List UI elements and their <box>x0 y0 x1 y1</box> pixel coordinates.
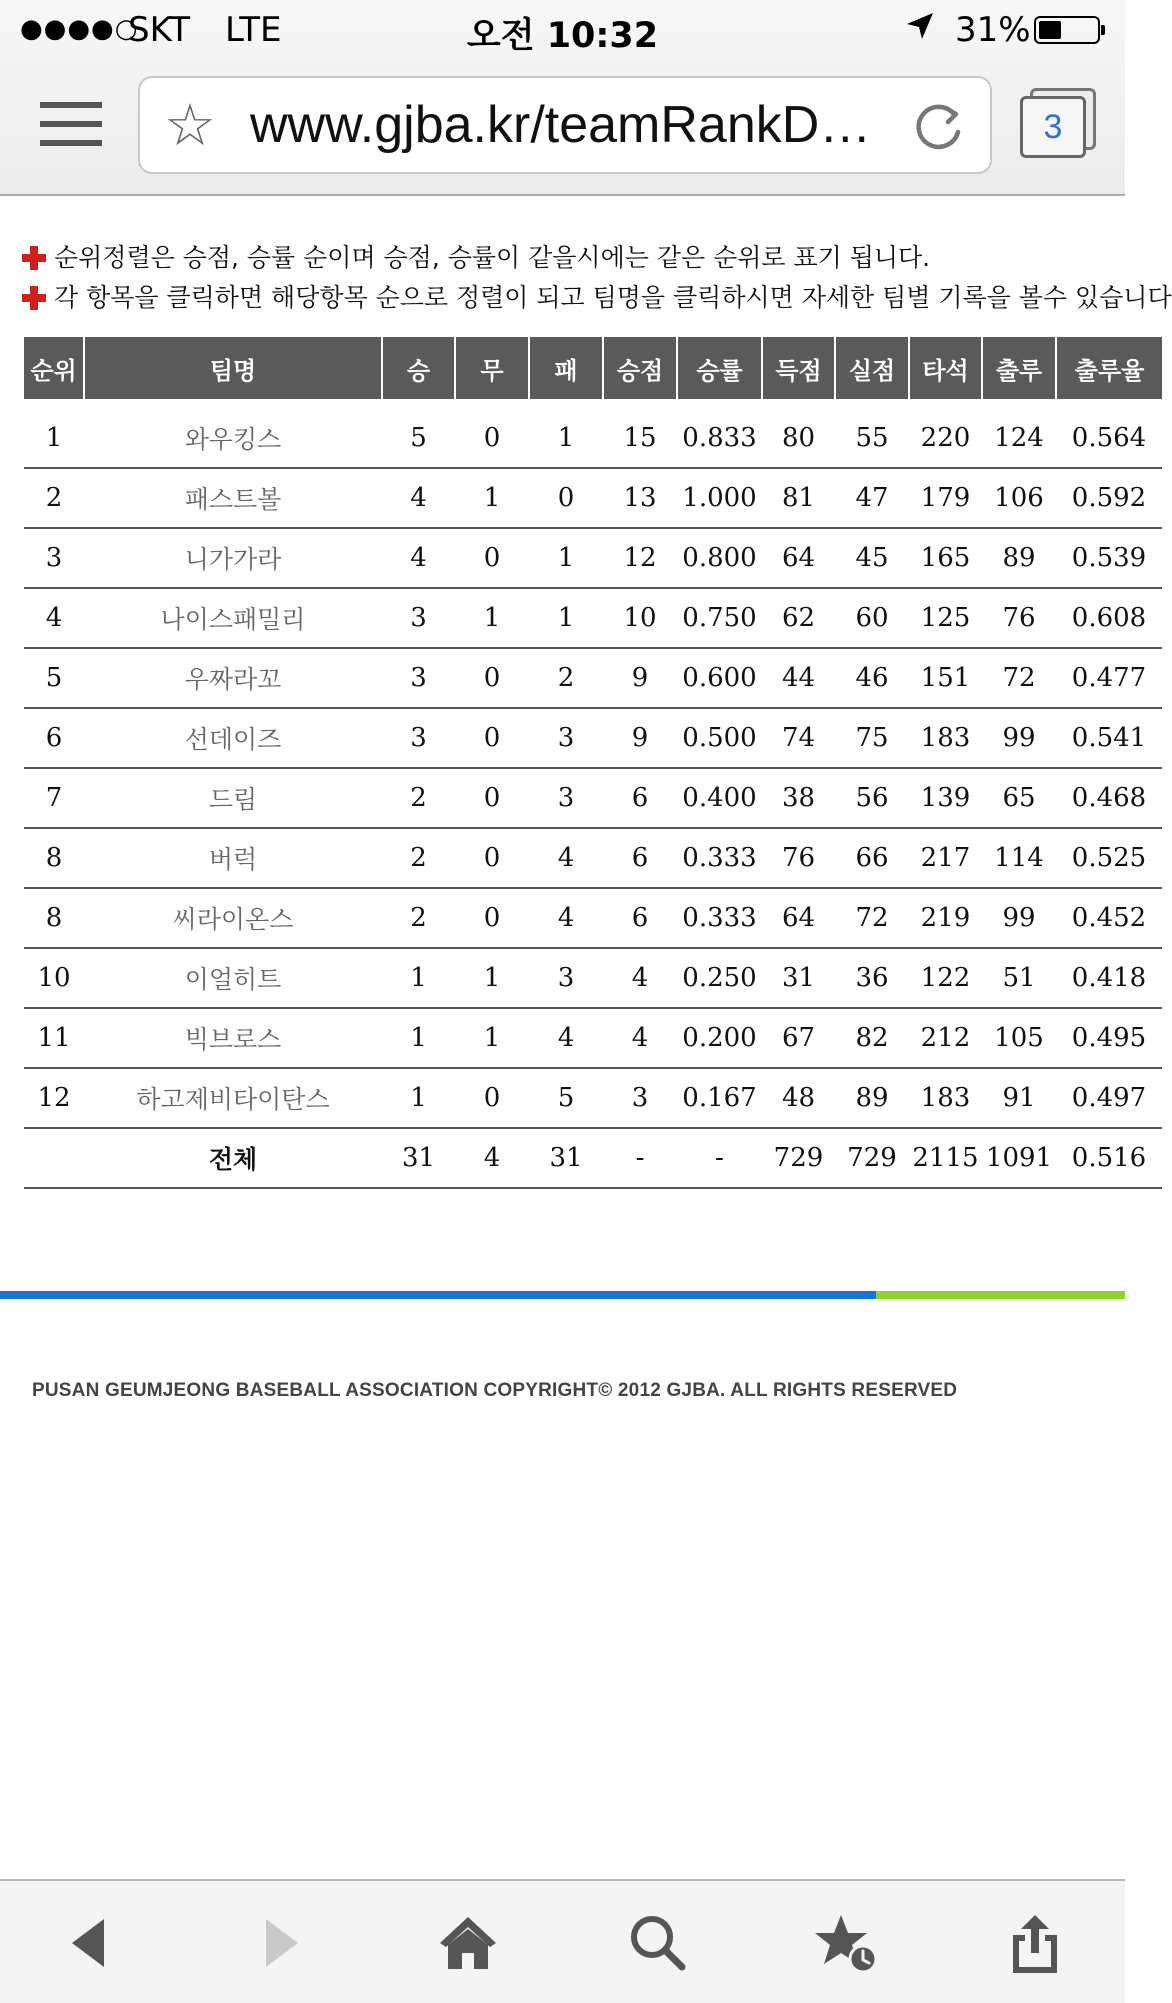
table-cell: 46 <box>835 648 909 708</box>
tab-count: 3 <box>1020 96 1086 158</box>
column-header[interactable]: 순위 <box>24 337 84 399</box>
notice-text: 순위정렬은 승점, 승률 순이며 승점, 승률이 같을시에는 같은 순위로 표기 됩니다. <box>54 243 931 272</box>
table-cell: 62 <box>762 588 835 648</box>
table-cell: 72 <box>835 888 909 948</box>
notice-list <box>22 238 1172 318</box>
browser-top-bar <box>0 0 1125 196</box>
table-cell: 0.600 <box>677 648 762 708</box>
team-rank-table-container[interactable] <box>24 337 1147 1189</box>
table-cell: 0 <box>455 648 529 708</box>
table-cell: 0.833 <box>677 399 762 468</box>
table-cell: 8 <box>24 888 84 948</box>
column-header[interactable]: 승 <box>382 337 455 399</box>
table-row <box>24 1008 1162 1068</box>
table-cell: 44 <box>762 648 835 708</box>
table-cell: 0.400 <box>677 768 762 828</box>
table-row <box>24 648 1162 708</box>
table-cell: 1 <box>529 528 603 588</box>
table-cell: 183 <box>909 708 982 768</box>
table-cell: 0.418 <box>1056 948 1162 1008</box>
column-header[interactable]: 실점 <box>835 337 909 399</box>
table-cell: 1 <box>455 1008 529 1068</box>
team-name-link[interactable]: 버럭 <box>84 828 382 888</box>
table-cell: 81 <box>762 468 835 528</box>
table-cell: 31 <box>382 1128 455 1188</box>
table-cell: 0.516 <box>1056 1128 1162 1188</box>
table-cell: 4 <box>529 888 603 948</box>
table-row <box>24 1068 1162 1128</box>
table-cell: 729 <box>835 1128 909 1188</box>
table-cell: 1 <box>382 1008 455 1068</box>
table-cell: 89 <box>835 1068 909 1128</box>
table-cell: 3 <box>382 648 455 708</box>
table-cell: 0.167 <box>677 1068 762 1128</box>
copyright-text: PUSAN GEUMJEONG BASEBALL ASSOCIATION COPYRIGHT© 2012 GJBA. ALL RIGHTS RESERVED <box>32 1380 958 1401</box>
team-name-link[interactable]: 씨라이온스 <box>84 888 382 948</box>
table-cell: 91 <box>982 1068 1056 1128</box>
table-cell: 0 <box>455 399 529 468</box>
table-cell: 3 <box>529 948 603 1008</box>
table-cell: 179 <box>909 468 982 528</box>
table-cell: 1 <box>529 399 603 468</box>
status-time: 오전 10:32 <box>466 16 659 56</box>
table-cell: 0.525 <box>1056 828 1162 888</box>
table-cell: 99 <box>982 888 1056 948</box>
table-cell: 0.541 <box>1056 708 1162 768</box>
table-cell: 125 <box>909 588 982 648</box>
table-cell: 212 <box>909 1008 982 1068</box>
table-cell: 75 <box>835 708 909 768</box>
table-cell: 8 <box>24 828 84 888</box>
table-cell: 1 <box>382 1068 455 1128</box>
table-row <box>24 588 1162 648</box>
table-cell: 165 <box>909 528 982 588</box>
table-cell: 122 <box>909 948 982 1008</box>
team-name-link[interactable]: 드림 <box>84 768 382 828</box>
table-cell: 0 <box>455 768 529 828</box>
total-label: 전체 <box>84 1128 382 1188</box>
table-cell: 64 <box>762 888 835 948</box>
table-cell: - <box>603 1128 677 1188</box>
table-cell: 106 <box>982 468 1056 528</box>
table-cell: 124 <box>982 399 1056 468</box>
home-icon[interactable] <box>438 1913 498 1973</box>
table-cell: 36 <box>835 948 909 1008</box>
table-cell: - <box>677 1128 762 1188</box>
table-cell: 6 <box>603 768 677 828</box>
table-cell: 183 <box>909 1068 982 1128</box>
table-cell: 10 <box>24 948 84 1008</box>
table-cell: 89 <box>982 528 1056 588</box>
table-cell: 151 <box>909 648 982 708</box>
table-cell: 4 <box>382 468 455 528</box>
table-cell: 67 <box>762 1008 835 1068</box>
table-cell: 12 <box>24 1068 84 1128</box>
table-cell: 2 <box>24 468 84 528</box>
table-cell: 1 <box>529 588 603 648</box>
table-cell: 6 <box>603 828 677 888</box>
table-cell: 72 <box>982 648 1056 708</box>
table-cell: 219 <box>909 888 982 948</box>
table-cell: 0.564 <box>1056 399 1162 468</box>
table-cell: 0.750 <box>677 588 762 648</box>
menu-icon[interactable] <box>40 100 102 148</box>
share-icon[interactable] <box>1005 1913 1065 1973</box>
table-cell: 2 <box>382 888 455 948</box>
table-cell: 0.500 <box>677 708 762 768</box>
table-cell: 1 <box>455 948 529 1008</box>
table-cell: 66 <box>835 828 909 888</box>
tabs-button[interactable] <box>1020 96 1086 158</box>
total-row <box>24 1128 1162 1188</box>
table-cell: 56 <box>835 768 909 828</box>
table-cell: 6 <box>24 708 84 768</box>
table-cell: 0.495 <box>1056 1008 1162 1068</box>
column-header[interactable]: 승률 <box>677 337 762 399</box>
team-name-link[interactable]: 니가가라 <box>84 528 382 588</box>
table-row <box>24 708 1162 768</box>
table-cell: 4 <box>382 528 455 588</box>
url-text[interactable]: www.gjba.kr/teamRankD… <box>250 96 872 154</box>
back-icon[interactable] <box>58 1913 118 1973</box>
address-bar[interactable] <box>138 76 992 174</box>
table-cell: 0 <box>455 1068 529 1128</box>
table-cell: 3 <box>529 708 603 768</box>
bookmarks-icon[interactable] <box>815 1913 875 1973</box>
table-cell: 15 <box>603 399 677 468</box>
table-row <box>24 399 1162 468</box>
table-header-row <box>24 337 1162 399</box>
table-row <box>24 828 1162 888</box>
table-cell: 76 <box>762 828 835 888</box>
table-cell: 1 <box>455 588 529 648</box>
table-cell: 60 <box>835 588 909 648</box>
table-cell: 3 <box>603 1068 677 1128</box>
table-cell: 0.497 <box>1056 1068 1162 1128</box>
browser-bottom-toolbar <box>0 1879 1125 2003</box>
team-name-link[interactable]: 하고제비타이탄스 <box>84 1068 382 1128</box>
table-row <box>24 768 1162 828</box>
table-cell: 82 <box>835 1008 909 1068</box>
bookmark-star-icon[interactable]: ☆ <box>164 91 216 159</box>
table-cell: 1 <box>24 399 84 468</box>
team-name-link[interactable]: 패스트볼 <box>84 468 382 528</box>
column-header[interactable]: 출루 <box>982 337 1056 399</box>
table-cell: 1 <box>455 468 529 528</box>
table-cell: 0.333 <box>677 828 762 888</box>
table-cell: 0.250 <box>677 948 762 1008</box>
table-row <box>24 528 1162 588</box>
table-cell: 65 <box>982 768 1056 828</box>
table-cell: 1 <box>382 948 455 1008</box>
table-cell: 2 <box>382 828 455 888</box>
table-cell: 217 <box>909 828 982 888</box>
team-name-link[interactable]: 이얼히트 <box>84 948 382 1008</box>
table-cell: 55 <box>835 399 909 468</box>
table-cell: 48 <box>762 1068 835 1128</box>
table-cell: 0.608 <box>1056 588 1162 648</box>
team-name-link[interactable]: 선데이즈 <box>84 708 382 768</box>
column-header[interactable]: 승점 <box>603 337 677 399</box>
table-cell: 2 <box>382 768 455 828</box>
table-cell: 6 <box>603 888 677 948</box>
column-header[interactable]: 출루율 <box>1056 337 1162 399</box>
footer-divider-blue <box>0 1291 876 1299</box>
network-label: LTE <box>225 10 282 50</box>
table-cell: 0 <box>455 828 529 888</box>
table-cell: 74 <box>762 708 835 768</box>
table-cell: 0.539 <box>1056 528 1162 588</box>
table-cell: 729 <box>762 1128 835 1188</box>
table-row <box>24 888 1162 948</box>
carrier-label: SKT <box>128 10 191 50</box>
table-cell: 3 <box>382 708 455 768</box>
red-plus-icon <box>22 246 46 270</box>
table-cell: 5 <box>24 648 84 708</box>
table-row <box>24 468 1162 528</box>
team-name-link[interactable]: 와우킹스 <box>84 399 382 468</box>
table-cell: 0.452 <box>1056 888 1162 948</box>
footer-divider-green <box>876 1291 1125 1299</box>
table-cell: 45 <box>835 528 909 588</box>
table-cell: 51 <box>982 948 1056 1008</box>
table-cell: 0.592 <box>1056 468 1162 528</box>
table-cell <box>24 1128 84 1188</box>
table-cell: 0 <box>455 708 529 768</box>
table-cell: 4 <box>529 828 603 888</box>
table-cell: 9 <box>603 708 677 768</box>
table-cell: 76 <box>982 588 1056 648</box>
battery-tip <box>1101 25 1105 35</box>
table-cell: 31 <box>529 1128 603 1188</box>
table-cell: 2115 <box>909 1128 982 1188</box>
notice-text: 각 항목을 클릭하면 해당항목 순으로 정렬이 되고 팀명을 클릭하시면 자세한 팀별 기록을 볼수 있습니다 <box>54 283 1172 312</box>
column-header[interactable]: 타석 <box>909 337 982 399</box>
table-cell: 9 <box>603 648 677 708</box>
red-plus-icon <box>22 286 46 310</box>
column-header[interactable]: 패 <box>529 337 603 399</box>
column-header[interactable]: 득점 <box>762 337 835 399</box>
table-cell: 4 <box>24 588 84 648</box>
table-cell: 4 <box>603 1008 677 1068</box>
footer-divider <box>0 1291 1125 1299</box>
table-cell: 99 <box>982 708 1056 768</box>
table-cell: 0 <box>455 528 529 588</box>
table-cell: 114 <box>982 828 1056 888</box>
location-arrow-icon <box>905 10 935 50</box>
table-cell: 80 <box>762 399 835 468</box>
table-cell: 0.468 <box>1056 768 1162 828</box>
table-cell: 0.333 <box>677 888 762 948</box>
status-bar <box>0 0 1125 62</box>
team-rank-table <box>24 337 1162 1189</box>
table-cell: 7 <box>24 768 84 828</box>
team-name-link[interactable]: 우짜라꼬 <box>84 648 382 708</box>
signal-strength-icon: ●●●●○ <box>20 14 139 44</box>
table-cell: 3 <box>529 768 603 828</box>
table-cell: 0.800 <box>677 528 762 588</box>
table-row <box>24 948 1162 1008</box>
battery-percent: 31% <box>955 10 1031 50</box>
team-name-link[interactable]: 나이스패밀리 <box>84 588 382 648</box>
table-cell: 0.477 <box>1056 648 1162 708</box>
table-cell: 4 <box>455 1128 529 1188</box>
column-header[interactable]: 무 <box>455 337 529 399</box>
table-body <box>24 399 1162 1188</box>
table-cell: 11 <box>24 1008 84 1068</box>
table-cell: 47 <box>835 468 909 528</box>
reload-icon[interactable] <box>910 100 966 160</box>
table-cell: 1.000 <box>677 468 762 528</box>
table-cell: 1091 <box>982 1128 1056 1188</box>
table-cell: 10 <box>603 588 677 648</box>
search-icon[interactable] <box>628 1913 688 1973</box>
table-cell: 0.200 <box>677 1008 762 1068</box>
table-cell: 31 <box>762 948 835 1008</box>
table-cell: 5 <box>382 399 455 468</box>
table-cell: 64 <box>762 528 835 588</box>
table-cell: 5 <box>529 1068 603 1128</box>
table-cell: 4 <box>603 948 677 1008</box>
table-cell: 0 <box>529 468 603 528</box>
forward-icon[interactable] <box>252 1913 312 1973</box>
battery-icon <box>1034 16 1100 44</box>
table-cell: 2 <box>529 648 603 708</box>
table-cell: 3 <box>24 528 84 588</box>
table-cell: 105 <box>982 1008 1056 1068</box>
table-cell: 220 <box>909 399 982 468</box>
table-cell: 4 <box>529 1008 603 1068</box>
table-cell: 3 <box>382 588 455 648</box>
notice-click-help <box>22 278 1172 318</box>
notice-sort-rule <box>22 238 1125 278</box>
team-name-link[interactable]: 빅브로스 <box>84 1008 382 1068</box>
table-cell: 13 <box>603 468 677 528</box>
table-cell: 12 <box>603 528 677 588</box>
table-cell: 0 <box>455 888 529 948</box>
column-header[interactable]: 팀명 <box>84 337 382 399</box>
table-cell: 139 <box>909 768 982 828</box>
table-cell: 38 <box>762 768 835 828</box>
